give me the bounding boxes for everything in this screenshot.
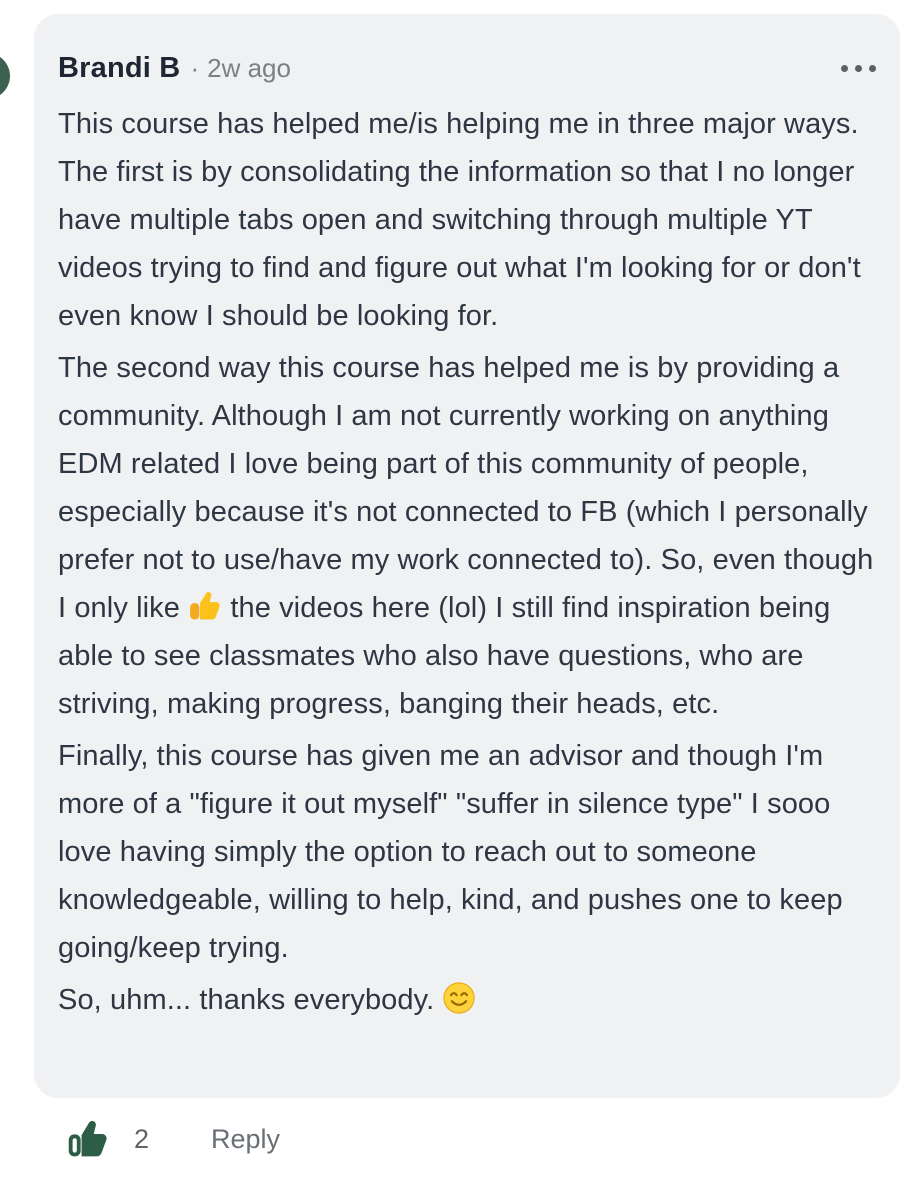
reply-button[interactable]: Reply — [211, 1123, 281, 1154]
more-horizontal-icon — [841, 65, 876, 72]
comment-paragraph-4: So, uhm... thanks everybody. — [58, 976, 880, 1024]
comment-header — [58, 52, 880, 85]
avatar[interactable] — [0, 53, 10, 99]
comment-paragraph-2: The second way this course has helped me is by providing a community. Although I am not currently working on anything EDM related I love being part of this community of people, especially because it's not connected to FB (which I personally prefer not to use/have my work connected to). So, even though I only like the videos here (lol) I still find inspiration being able to see classmates who also have questions, who are striving, making progress, banging their heads, etc. — [58, 352, 874, 720]
timestamp-text: 2w ago — [207, 53, 291, 83]
dot-separator: · — [190, 53, 200, 83]
comment-body — [58, 100, 880, 1024]
timestamp — [190, 53, 291, 84]
thumbs-up-icon — [66, 1116, 110, 1162]
like-button[interactable] — [66, 1116, 110, 1162]
like-count: 2 — [134, 1123, 150, 1154]
thumbs-up-emoji — [188, 589, 222, 623]
author-name[interactable]: Brandi B — [58, 52, 181, 84]
comment-paragraph-1: This course has helped me/is helping me in three major ways. The first is by consolidating the information so that I no longer have multiple tabs open and switching through multiple YT videos trying to find and figure out what I'm looking for or don't even know I should be looking for. — [58, 108, 861, 332]
more-options-button[interactable] — [837, 57, 880, 80]
comment-card — [34, 14, 900, 1098]
comment-actions — [66, 1116, 916, 1162]
smiling-face-emoji — [442, 981, 476, 1015]
comment-paragraph-3: Finally, this course has given me an advisor and though I'm more of a "figure it out myself" "suffer in silence type" I sooo love having simply the option to reach out to someone knowledgeable, willing to help, kind, and pushes one to keep going/keep trying. — [58, 740, 843, 964]
